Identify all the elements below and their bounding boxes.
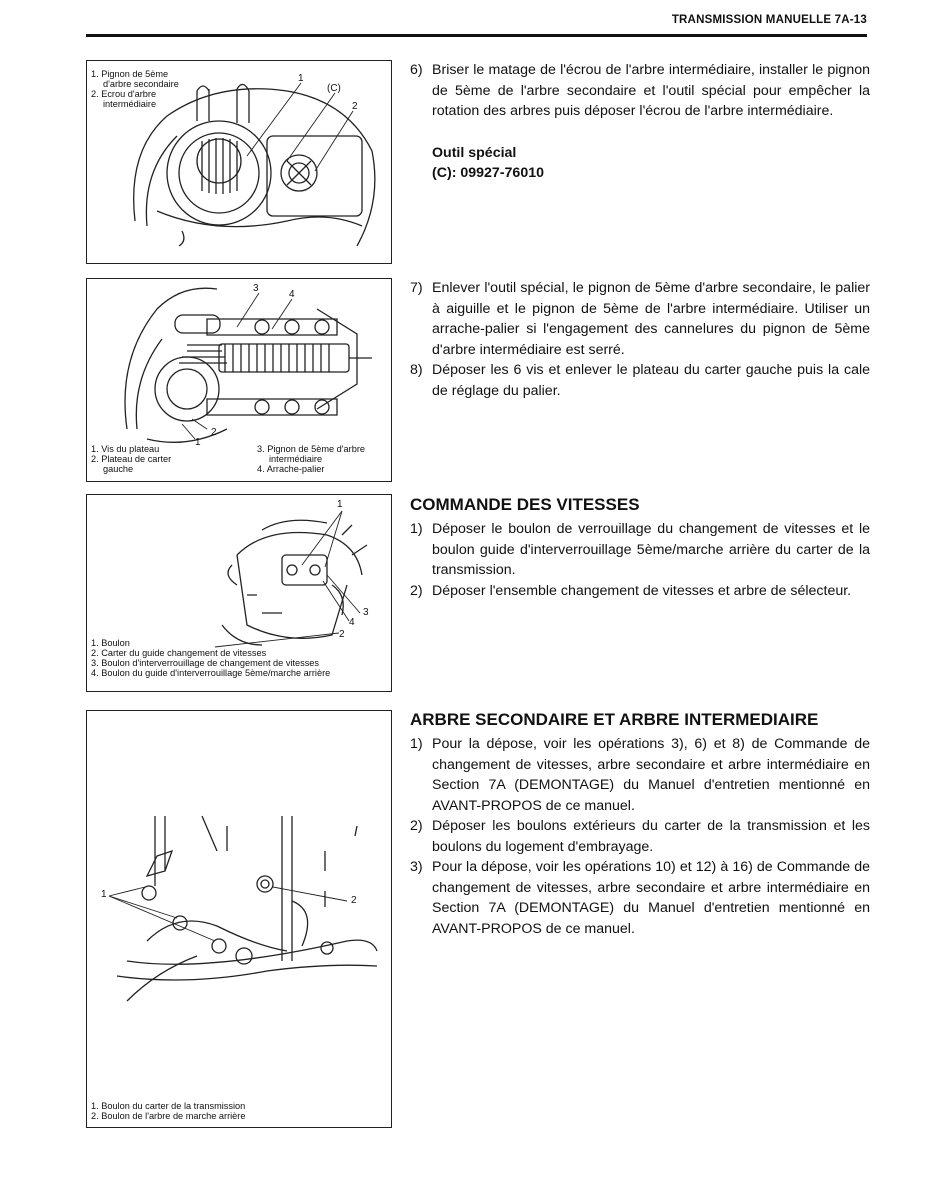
step-text: Déposer le boulon de verrouillage du changement de vitesses et le boulon guide d'interverrouillage 5ème/marche arrière du carter de la transmission.	[432, 521, 870, 578]
caption-line: 1. Boulon du carter de la transmission	[91, 1101, 246, 1111]
callout-2: 2	[352, 101, 358, 112]
callout-3: 3	[253, 283, 259, 294]
caption-line: gauche	[103, 464, 134, 474]
caption-line: 4. Boulon du guide d'interverrouillage 5ème/marche arrière	[91, 668, 331, 678]
step-text: Pour la dépose, voir les opérations 3), 6) et 8) de Commande de changement de vitesses, arbre secondaire et arbre intermédiaire en Section 7A (DEMONTAGE) du Manuel d'entretien mentionné en AVANT-PROPOS de ce manuel.	[432, 736, 870, 814]
step-item	[410, 857, 870, 939]
step-number: 3)	[410, 859, 423, 875]
step-text: Déposer l'ensemble changement de vitesses et arbre de sélecteur.	[432, 582, 852, 599]
step-text: Enlever l'outil spécial, le pignon de 5ème d'arbre secondaire, le palier à aiguille et le pignon de 5ème de l'arbre intermédiaire. Utiliser un arrache-palier si l'engagement des cannelures du pignon de 5ème d'arbre intermédiaire est serré.	[432, 280, 870, 358]
caption-line: 2. Boulon de l'arbre de marche arrière	[91, 1111, 246, 1121]
special-tool-block	[410, 143, 870, 184]
figure-2-caption-right	[257, 444, 365, 474]
figure-2-caption-left	[91, 444, 171, 474]
special-tool-ref: (C): 09927-76010	[432, 165, 544, 181]
section-steps-7-8	[410, 278, 870, 401]
section-heading: ARBRE SECONDAIRE ET ARBRE INTERMEDIAIRE	[410, 710, 819, 729]
step-number: 6)	[410, 62, 423, 78]
caption-line: 3. Pignon de 5ème d'arbre	[257, 444, 365, 454]
step-text: Pour la dépose, voir les opérations 10) et 12) à 16) de Commande de changement de vitesses, arbre secondaire et arbre intermédiaire en Section 7A (DEMONTAGE) du Manuel d'entretien mentionné en AVANT-PROPOS de ce manuel.	[432, 859, 870, 937]
caption-line: 1. Boulon	[91, 638, 130, 648]
caption-line: intermédiaire	[103, 99, 157, 109]
caption-line: 1. Pignon de 5ème	[91, 69, 169, 79]
step-item	[410, 519, 870, 581]
step-item	[410, 60, 870, 122]
callout-4: 4	[349, 617, 355, 628]
figure-3-caption	[91, 638, 330, 678]
section-step-6	[410, 60, 870, 184]
step-text: Déposer les 6 vis et enlever le plateau du carter gauche puis la cale de réglage du palier.	[432, 362, 870, 399]
callout-3: 3	[363, 607, 369, 618]
caption-line: intermédiaire	[269, 454, 323, 464]
figure-2	[86, 278, 392, 482]
step-item	[410, 816, 870, 857]
page-header	[86, 8, 867, 37]
step-text: Briser le matage de l'écrou de l'arbre intermédiaire, installer le pignon de 5ème de l'arbre secondaire et l'outil spécial pour empêcher la rotation des arbres puis déposer l'écrou de l'arbre intermédiaire.	[432, 62, 870, 119]
callout-2: 2	[339, 629, 345, 640]
callout-1: 1	[195, 437, 201, 448]
step-item	[410, 278, 870, 360]
section-heading: COMMANDE DES VITESSES	[410, 495, 640, 514]
special-tool-title: Outil spécial	[432, 144, 517, 161]
step-number: 8)	[410, 362, 423, 378]
callout-1: 1	[298, 73, 304, 84]
caption-line: d'arbre secondaire	[103, 79, 179, 89]
step-number: 1)	[410, 736, 423, 752]
section-arbre-secondaire	[410, 709, 870, 939]
callout-1: 1	[337, 499, 343, 510]
step-item	[410, 734, 870, 816]
step-number: 2)	[410, 582, 423, 599]
callout-2: 2	[211, 427, 217, 438]
step-number: 1)	[410, 521, 423, 537]
caption-line: 2. Carter du guide changement de vitesses	[91, 648, 267, 658]
callout-2: 2	[351, 895, 357, 906]
header-title: TRANSMISSION MANUELLE 7A-13	[671, 14, 867, 26]
callout-c: (C)	[327, 83, 341, 94]
figure-3	[86, 494, 392, 692]
caption-line: 2. Ecrou d'arbre	[91, 89, 157, 99]
figure-1	[86, 60, 392, 264]
step-item	[410, 360, 870, 401]
figure-4-caption	[91, 1101, 245, 1121]
caption-line: 1. Vis du plateau	[91, 444, 160, 454]
step-item	[410, 581, 870, 602]
caption-line: 3. Boulon d'interverrouillage de changement de vitesses	[91, 658, 320, 668]
callout-4: 4	[289, 289, 295, 300]
caption-line: 2. Plateau de carter	[91, 454, 172, 464]
figure-4	[86, 710, 392, 1128]
section-commande-des-vitesses	[410, 494, 870, 601]
callout-1: 1	[101, 889, 107, 900]
step-text: Déposer les boulons extérieurs du carter de la transmission et les boulons du logement d'embrayage.	[432, 818, 870, 855]
figure-1-caption	[91, 69, 179, 109]
figure-4-illustration	[87, 711, 391, 1127]
caption-line: 4. Arrache-palier	[257, 464, 325, 474]
step-number: 7)	[410, 280, 423, 296]
step-number: 2)	[410, 818, 423, 834]
